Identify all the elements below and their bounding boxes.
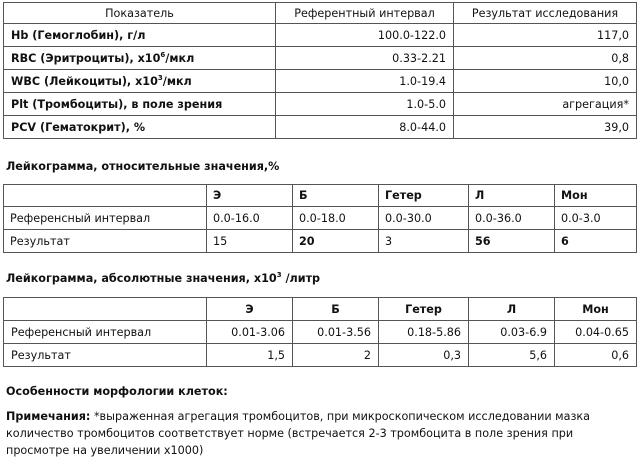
notes-text: *выраженная агрегация тромбоцитов, при микроскопическом исследовании мазка количество тромбоцитов соответствует норме (встречается 2-3 тромбоцита в поле зрения при просмотре на увеличении х1000)	[6, 410, 591, 457]
notes-label: Примечания:	[6, 410, 91, 423]
table-row	[4, 47, 637, 70]
indicator-name: WBC (Лейкоциты), $х10^3$/мкл	[4, 70, 276, 93]
cell-value: 6	[555, 230, 637, 253]
cell-value: 0.01-3.56	[293, 321, 379, 344]
cell-value: 15	[207, 230, 293, 253]
cell-value: 0.0-3.0	[555, 207, 637, 230]
cell-value: 0.0-36.0	[469, 207, 555, 230]
cell-value: 2	[293, 344, 379, 367]
column-header: Б	[293, 185, 379, 207]
cell-value: 1,5	[207, 344, 293, 367]
column-header: Мон	[555, 185, 637, 207]
row-label: Референсный интервал	[4, 321, 207, 344]
column-header: Э	[207, 298, 293, 321]
result-value: 117,0	[454, 24, 637, 47]
cell-value: 56	[469, 230, 555, 253]
result-value: 39,0	[454, 116, 637, 139]
column-header: Результат исследования	[454, 3, 637, 24]
indicator-name: Hb (Гемоглобин), г/л	[4, 24, 276, 47]
row-label: Референсный интервал	[4, 207, 207, 230]
leukogram-relative-title: Лейкограмма, относительные значения,%	[6, 160, 280, 173]
table-row	[4, 344, 637, 367]
column-header	[4, 298, 207, 321]
reference-interval: 100.0-122.0	[276, 24, 454, 47]
table-header-row	[4, 185, 637, 207]
leukogram-relative-table	[3, 184, 637, 253]
table-header-row	[4, 3, 637, 24]
reference-interval: 8.0-44.0	[276, 116, 454, 139]
column-header: Мон	[555, 298, 637, 321]
column-header: Э	[207, 185, 293, 207]
leukogram-absolute-title: Лейкограмма, абсолютные значения, $х10^3$ /литр	[6, 271, 321, 285]
cell-value: 3	[379, 230, 469, 253]
table-row	[4, 116, 637, 139]
cell-value: 0.03-6.9	[469, 321, 555, 344]
row-label: Результат	[4, 230, 207, 253]
column-header: Гетер	[379, 298, 469, 321]
cell-value: 5,6	[469, 344, 555, 367]
reference-interval: 1.0-5.0	[276, 93, 454, 116]
cell-value: 0.18-5.86	[379, 321, 469, 344]
result-value: агрегация*	[454, 93, 637, 116]
indicator-name: Plt (Тромбоциты), в поле зрения	[4, 93, 276, 116]
cell-value: 0.01-3.06	[207, 321, 293, 344]
cell-value: 0,6	[555, 344, 637, 367]
column-header: Л	[469, 185, 555, 207]
table-row	[4, 24, 637, 47]
cell-value: 0,3	[379, 344, 469, 367]
notes-paragraph	[6, 408, 636, 459]
reference-interval: 1.0-19.4	[276, 70, 454, 93]
cell-value: 0.0-16.0	[207, 207, 293, 230]
cell-value: 0.04-0.65	[555, 321, 637, 344]
column-header	[4, 185, 207, 207]
column-header: Л	[469, 298, 555, 321]
indicator-name: PCV (Гематокрит), %	[4, 116, 276, 139]
main-results-table	[3, 2, 637, 139]
indicator-name: RBC (Эритроциты), $х10^6$/мкл	[4, 47, 276, 70]
result-value: 10,0	[454, 70, 637, 93]
result-value: 0,8	[454, 47, 637, 70]
reference-interval: 0.33-2.21	[276, 47, 454, 70]
table-header-row	[4, 298, 637, 321]
morphology-title: Особенности морфологии клеток:	[6, 385, 228, 398]
cell-value: 0.0-30.0	[379, 207, 469, 230]
table-row	[4, 207, 637, 230]
cell-value: 0.0-18.0	[293, 207, 379, 230]
table-row	[4, 321, 637, 344]
column-header: Б	[293, 298, 379, 321]
row-label: Результат	[4, 344, 207, 367]
table-row	[4, 93, 637, 116]
column-header: Гетер	[379, 185, 469, 207]
table-row	[4, 70, 637, 93]
leukogram-absolute-table	[3, 297, 637, 367]
cell-value: 20	[293, 230, 379, 253]
table-row	[4, 230, 637, 253]
column-header: Референтный интервал	[276, 3, 454, 24]
column-header: Показатель	[4, 3, 276, 24]
